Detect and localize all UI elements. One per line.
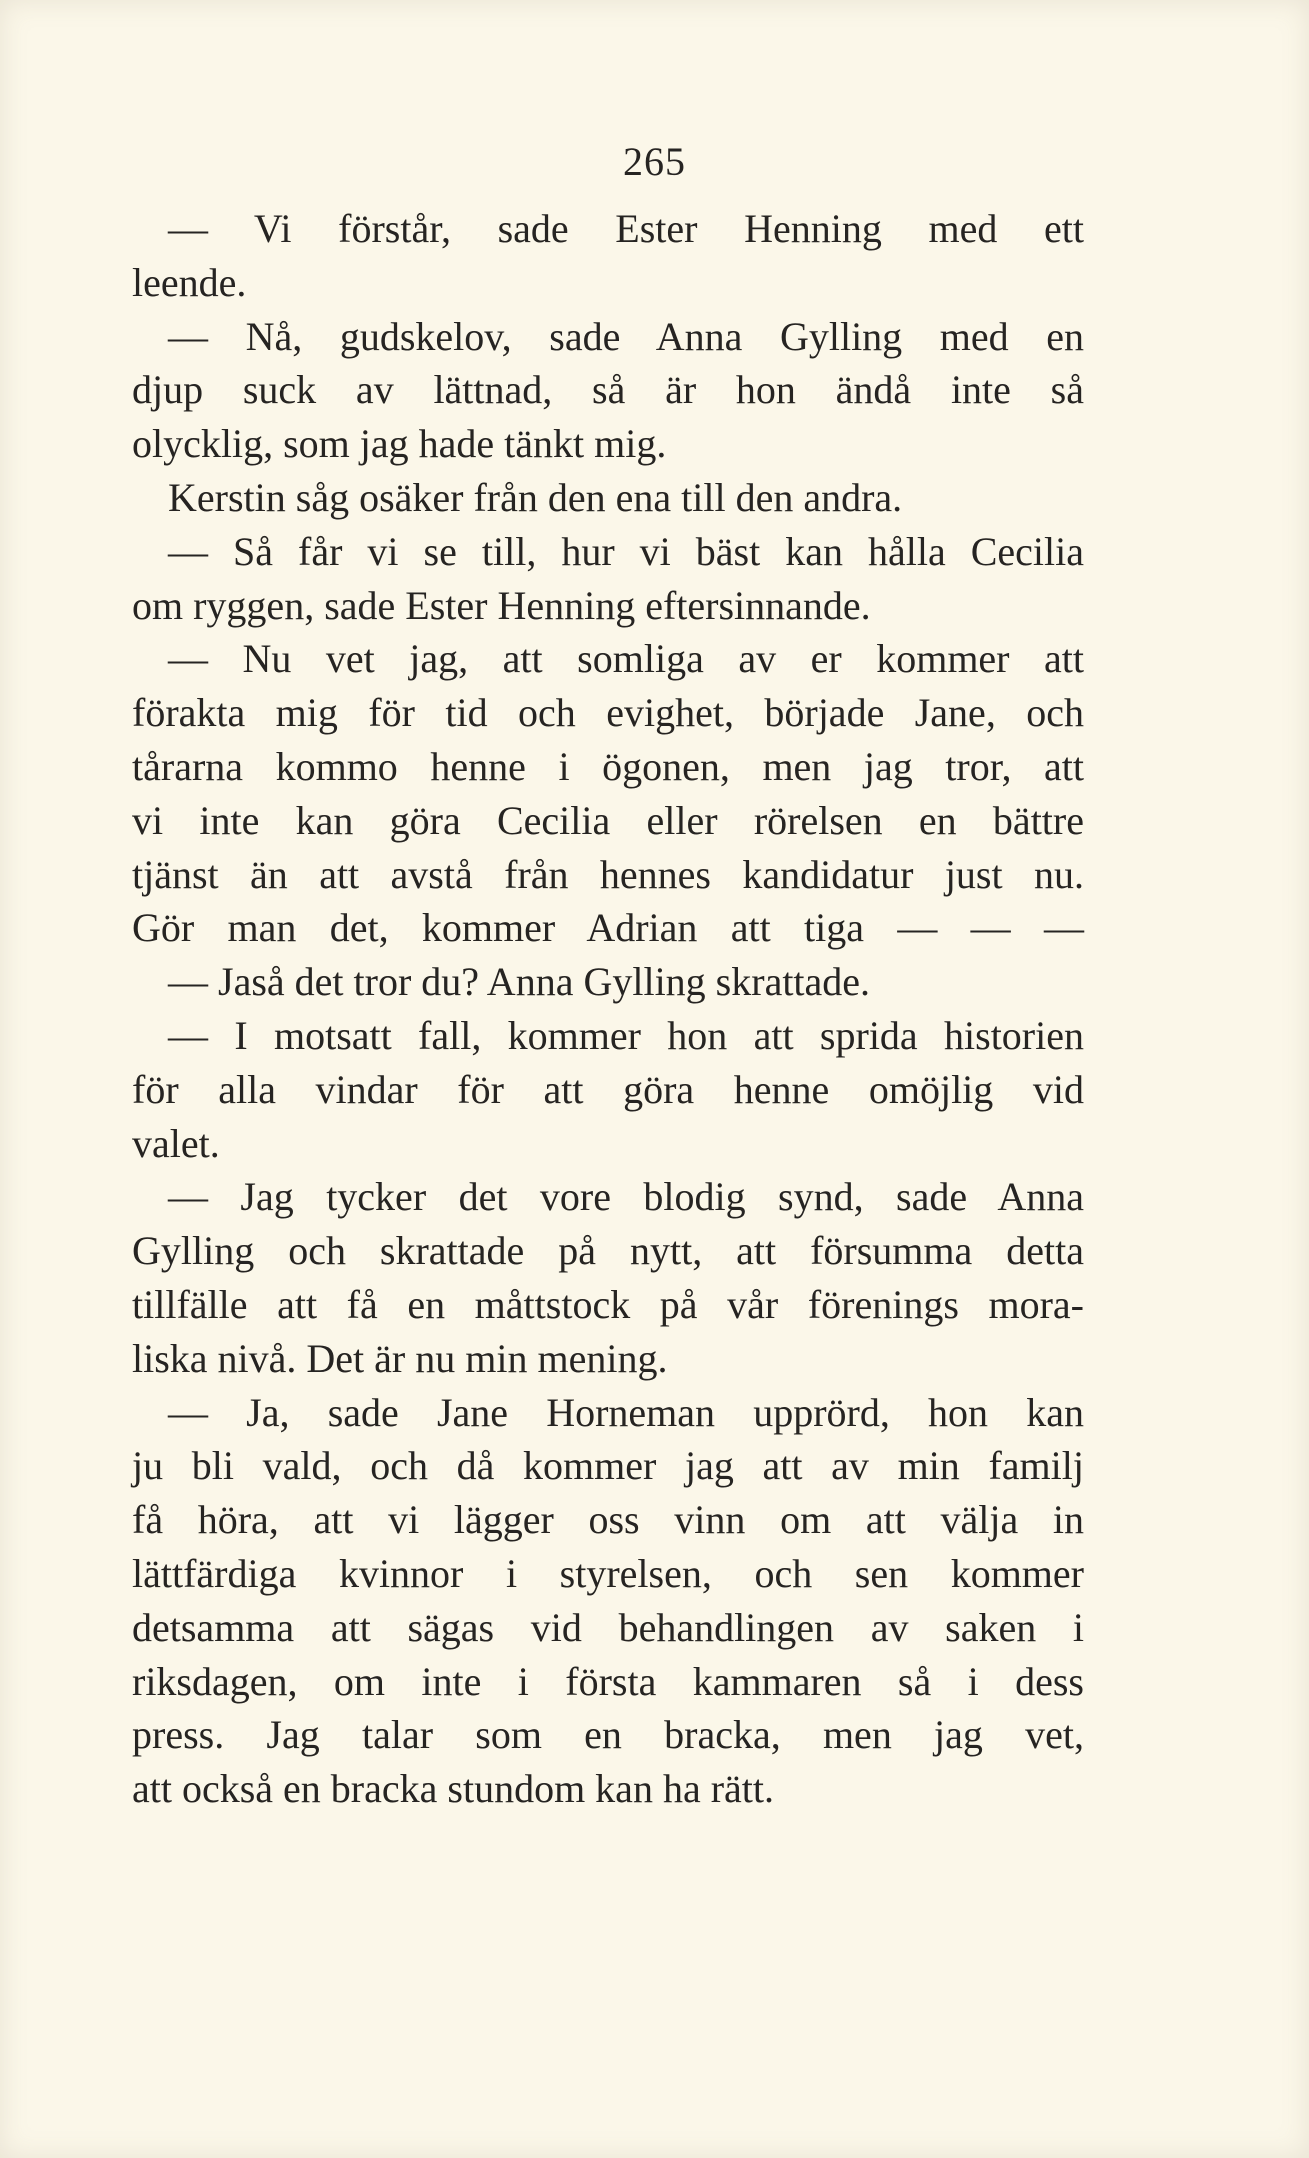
text-line: — Ja, sade Jane Horneman upprörd, hon kan — [168, 1389, 1084, 1435]
text-line: om ryggen, sade Ester Henning eftersinnande. — [132, 582, 871, 628]
text-line: att också en bracka stundom kan ha rätt. — [132, 1766, 774, 1812]
text-line: lättfärdiga kvinnor i styrelsen, och sen kommer — [132, 1550, 1084, 1596]
text-line: — Jaså det tror du? Anna Gylling skrattade. — [168, 959, 871, 1005]
text-line: Gylling och skrattade på nytt, att försumma detta — [132, 1228, 1084, 1274]
text-line: — Så får vi se till, hur vi bäst kan hålla Cecilia — [168, 528, 1084, 574]
text-line: press. Jag talar som en bracka, men jag vet, — [132, 1712, 1084, 1758]
text-line: detsamma att sägas vid behandlingen av saken i — [132, 1604, 1084, 1650]
text-line: — Jag tycker det vore blodig synd, sade Anna — [168, 1174, 1084, 1220]
body-text — [132, 202, 1084, 1816]
text-line: tillfälle att få en måttstock på vår förenings mora- — [132, 1281, 1084, 1327]
text-line: få höra, att vi lägger oss vinn om att välja in — [132, 1497, 1084, 1543]
text-line: — Nå, gudskelov, sade Anna Gylling med en — [168, 313, 1084, 359]
text-line: ju bli vald, och då kommer jag att av min familj — [132, 1443, 1084, 1489]
text-line: leende. — [132, 259, 247, 305]
text-line: — Nu vet jag, att somliga av er kommer att — [168, 636, 1084, 682]
text-line: — I motsatt fall, kommer hon att sprida historien — [168, 1012, 1084, 1058]
text-line: Gör man det, kommer Adrian att tiga — — — — [132, 905, 1084, 951]
text-line: tjänst än att avstå från hennes kandidatur just nu. — [132, 851, 1084, 897]
text-line: olycklig, som jag hade tänkt mig. — [132, 421, 667, 467]
text-line: förakta mig för tid och evighet, började Jane, och — [132, 690, 1084, 736]
text-line: vi inte kan göra Cecilia eller rörelsen en bättre — [132, 797, 1084, 843]
text-line: liska nivå. Det är nu min mening. — [132, 1335, 668, 1381]
text-line: valet. — [132, 1120, 220, 1166]
page-number: 265 — [623, 139, 686, 184]
text-line: djup suck av lättnad, så är hon ändå inte så — [132, 367, 1084, 413]
text-line: för alla vindar för att göra henne omöjlig vid — [132, 1066, 1084, 1112]
text-line: — Vi förstår, sade Ester Henning med ett — [168, 206, 1084, 251]
text-line: riksdagen, om inte i första kammaren så i dess — [132, 1658, 1084, 1704]
text-line: Kerstin såg osäker från den ena till den andra. — [168, 474, 903, 520]
text-line: tårarna kommo henne i ögonen, men jag tror, att — [132, 743, 1084, 789]
